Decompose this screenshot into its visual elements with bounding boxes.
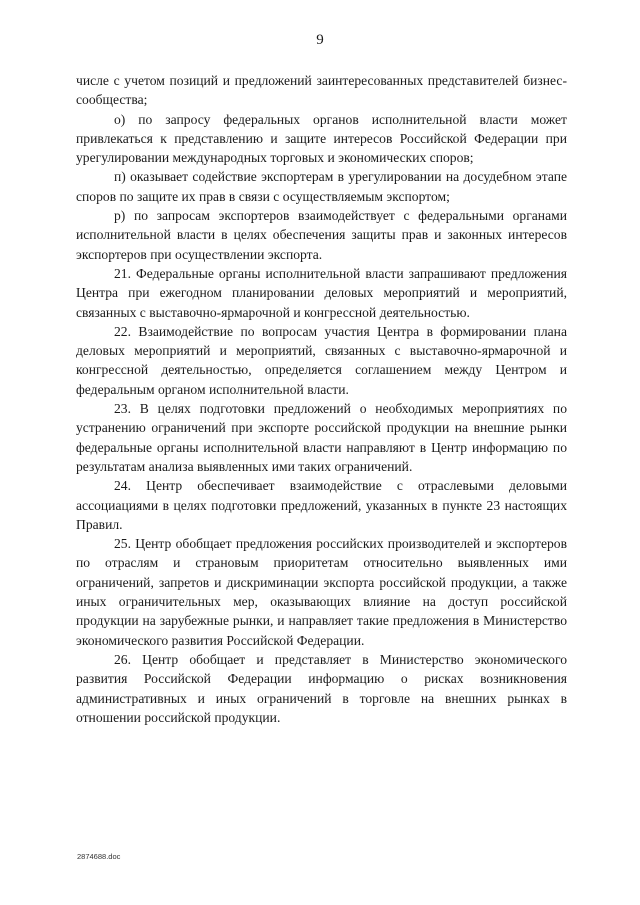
paragraph-25: 25. Центр обобщает предложения российских производителей и экспортеров по отраслям и страновым приоритетам относительно выявленных ими ограничений, запретов и дискриминации экспорта российской продукции, а также иных ограничительных мер, оказывающих влияние на доступ российской продукции на зарубежные рынки, и направляет такие предложения в Министерство экономического развития Российской Федерации. <box>76 536 567 648</box>
paragraph-item-p: п) оказывает содействие экспортерам в урегулировании на досудебном этапе споров по защите их прав в связи с осуществляемым экспортом; <box>76 169 567 204</box>
document-file-reference: 2874688.doc <box>77 852 121 861</box>
paragraph-item-r: р) по запросам экспортеров взаимодействует с федеральными органами исполнительной власти в целях обеспечения защиты прав и законных интересов экспортеров при осуществлении экспорта. <box>76 208 567 262</box>
paragraph-23: 23. В целях подготовки предложений о необходимых мероприятиях по устранению ограничений при экспорте российской продукции на внешние рынки федеральные органы исполнительной власти направляют в Центр информацию по результатам анализа выявленных ими таких ограничений. <box>76 401 567 474</box>
paragraph-item-o: о) по запросу федеральных органов исполнительной власти может привлекаться к представлению и защите интересов Российской Федерации при урегулировании международных торговых и экономических споров; <box>76 111 567 166</box>
paragraph-22: 22. Взаимодействие по вопросам участия Центра в формировании плана деловых мероприятий и мероприятий, связанных с выставочно-ярмарочной и конгрессной деятельностью, определяется соглашением между Центром и федеральным органом исполнительной власти. <box>76 323 567 397</box>
paragraph-24: 24. Центр обеспечивает взаимодействие с отраслевыми деловыми ассоциациями в целях подготовки предложений, указанных в пункте 23 настоящих Правил. <box>76 478 567 532</box>
page-number: 9 <box>316 32 324 48</box>
paragraph-26: 26. Центр обобщает и представляет в Министерство экономического развития Российской Федерации информацию о рисках возникновения административных и иных ограничений в торговле на внешних рынках в отношении российской продукции. <box>76 651 567 725</box>
paragraph-continuation: числе с учетом позиций и предложений заинтересованных представителей бизнес-сообщества; <box>76 73 567 108</box>
document-body <box>76 71 567 727</box>
paragraph-21: 21. Федеральные органы исполнительной власти запрашивают предложения Центра при ежегодном планировании деловых мероприятий и мероприятий, связанных с выставочно-ярмарочной и конгрессной деятельностью. <box>76 265 567 320</box>
